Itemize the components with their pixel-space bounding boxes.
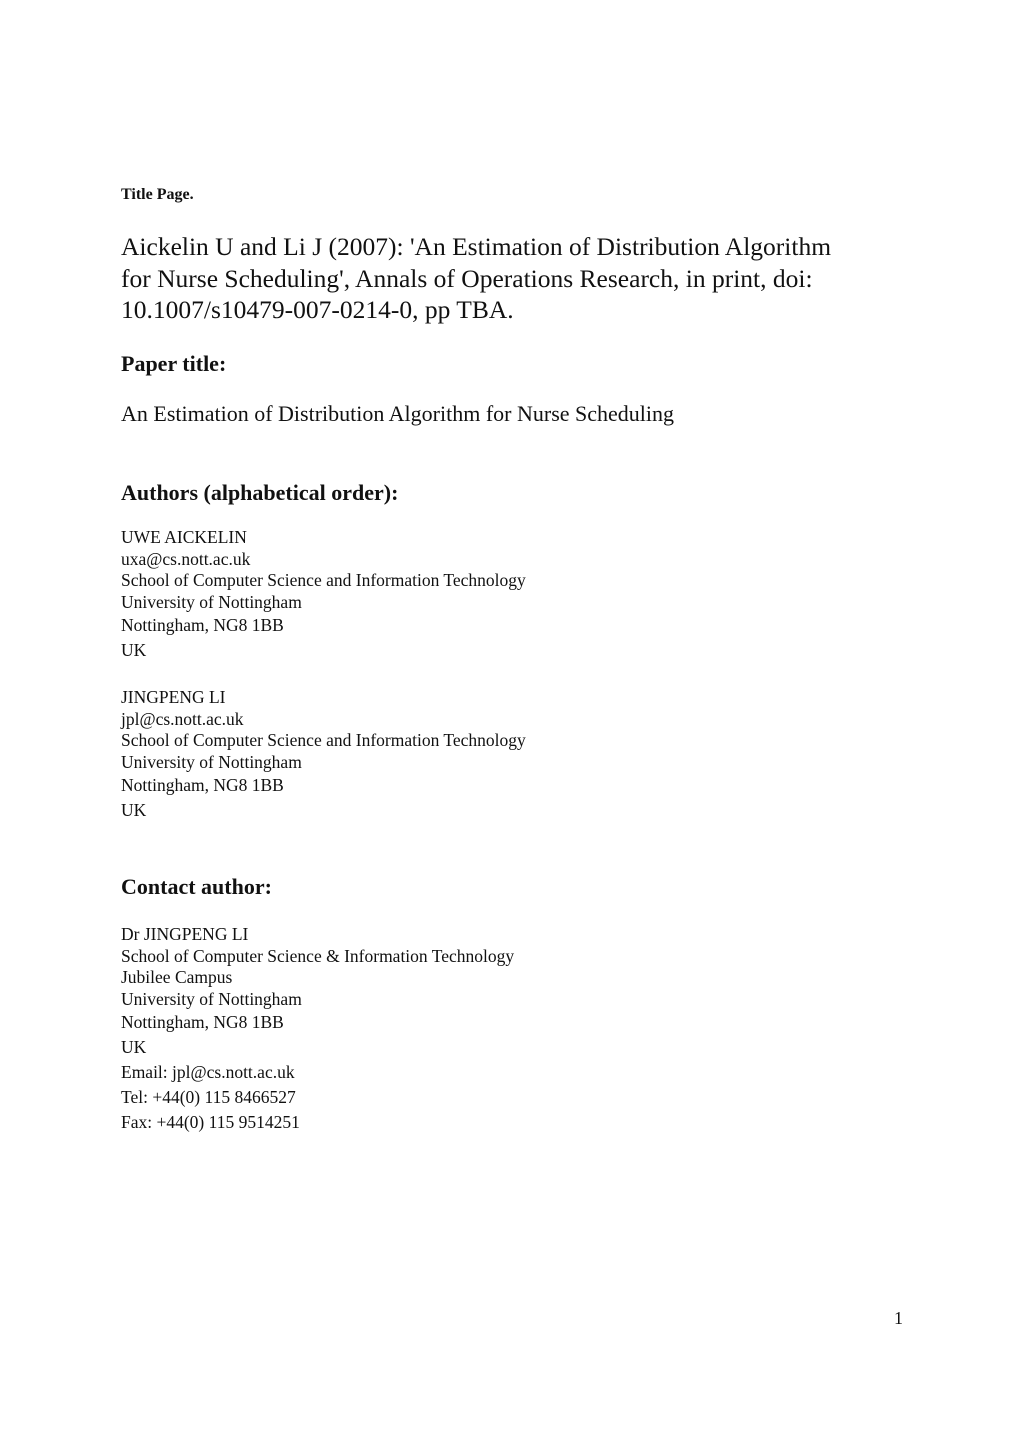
citation-line: 10.1007/s10479-007-0214-0, pp TBA. (121, 295, 514, 324)
contact-email: Email: jpl@cs.nott.ac.uk (121, 1062, 295, 1082)
citation (121, 231, 831, 326)
contact-city: Nottingham, NG8 1BB (121, 1012, 284, 1032)
contact-campus: Jubilee Campus (121, 967, 233, 987)
contact-tel: Tel: +44(0) 115 8466527 (121, 1087, 296, 1107)
author-city: Nottingham, NG8 1BB (121, 775, 284, 795)
author-country: UK (121, 800, 147, 820)
contact-name: Dr JINGPENG LI (121, 924, 249, 944)
author-name: JINGPENG LI (121, 687, 226, 707)
title-page-label: Title Page. (121, 186, 194, 203)
contact-school: School of Computer Science & Information Technology (121, 945, 515, 966)
paper-title: An Estimation of Distribution Algorithm for Nurse Scheduling (121, 401, 675, 426)
contact-block (121, 924, 514, 1135)
paper-title-heading: Paper title: (121, 351, 227, 376)
author-block (121, 687, 526, 823)
author-name: UWE AICKELIN (121, 527, 247, 547)
author-email: uxa@cs.nott.ac.uk (121, 548, 251, 569)
author-school: School of Computer Science and Information Technology (121, 570, 526, 590)
page-number: 1 (894, 1308, 903, 1328)
citation-line: Aickelin U and Li J (2007): 'An Estimation of Distribution Algorithm (121, 232, 832, 261)
author-university: University of Nottingham (121, 591, 302, 612)
citation-line: for Nurse Scheduling', Annals of Operations Research, in print, doi: (121, 263, 813, 293)
contact-fax: Fax: +44(0) 115 9514251 (121, 1112, 300, 1132)
author-school: School of Computer Science and Information Technology (121, 730, 526, 750)
contact-country: UK (121, 1037, 147, 1057)
author-block (121, 527, 526, 663)
contact-author-heading: Contact author: (121, 874, 272, 899)
authors-heading: Authors (alphabetical order): (121, 480, 399, 505)
contact-university: University of Nottingham (121, 988, 302, 1009)
author-city: Nottingham, NG8 1BB (121, 615, 284, 635)
author-country: UK (121, 640, 147, 660)
author-email: jpl@cs.nott.ac.uk (121, 708, 244, 729)
author-university: University of Nottingham (121, 751, 302, 772)
